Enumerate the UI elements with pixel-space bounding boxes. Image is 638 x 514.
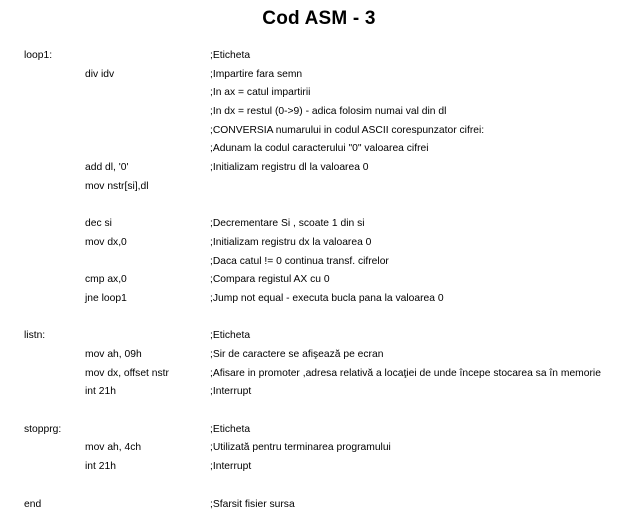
code-instruction: mov dx, offset nstr: [85, 365, 169, 384]
code-line: [24, 477, 638, 496]
code-comment: ;Utilizată pentru terminarea programului: [210, 439, 391, 458]
code-label: loop1:: [24, 47, 52, 66]
code-listing: [24, 47, 638, 514]
code-label: end: [24, 496, 41, 514]
code-instruction: int 21h: [85, 458, 116, 477]
code-instruction: mov nstr[si],dl: [85, 178, 149, 197]
code-comment: ;Sir de caractere se afişează pe ecran: [210, 346, 383, 365]
code-instruction: cmp ax,0: [85, 271, 127, 290]
code-comment: ;Interrupt: [210, 383, 251, 402]
code-comment: ;Interrupt: [210, 458, 251, 477]
code-instruction: mov ah, 4ch: [85, 439, 141, 458]
code-line: [24, 122, 638, 141]
code-comment: ;Eticheta: [210, 47, 250, 66]
code-comment: ;Eticheta: [210, 327, 250, 346]
code-line: [24, 66, 638, 85]
code-line: [24, 47, 638, 66]
code-line: [24, 439, 638, 458]
code-comment: ;In dx = restul (0->9) - adica folosim numai val din dl: [210, 103, 446, 122]
code-instruction: mov dx,0: [85, 234, 127, 253]
code-line: [24, 309, 638, 328]
code-line: [24, 327, 638, 346]
code-line: [24, 234, 638, 253]
code-comment: ;Decrementare Si , scoate 1 din si: [210, 215, 365, 234]
code-comment: ;Jump not equal - executa bucla pana la valoarea 0: [210, 290, 444, 309]
code-line: [24, 253, 638, 272]
code-line: [24, 159, 638, 178]
code-line: [24, 103, 638, 122]
code-comment: ;CONVERSIA numarului in codul ASCII corespunzator cifrei:: [210, 122, 484, 141]
code-line: [24, 84, 638, 103]
code-line: [24, 346, 638, 365]
code-line: [24, 290, 638, 309]
code-instruction: dec si: [85, 215, 112, 234]
code-comment: ;Adunam la codul caracterului "0" valoarea cifrei: [210, 140, 429, 159]
code-line: [24, 140, 638, 159]
code-instruction: jne loop1: [85, 290, 127, 309]
code-line: [24, 383, 638, 402]
code-label: stopprg:: [24, 421, 61, 440]
code-instruction: mov ah, 09h: [85, 346, 142, 365]
code-comment: ;Initializam registru dx la valoarea 0: [210, 234, 371, 253]
code-comment: ;Afisare in promoter ,adresa relativă a locaţiei de unde începe stocarea sa în memorie: [210, 365, 601, 384]
code-instruction: add dl, '0': [85, 159, 128, 178]
code-comment: ;Impartire fara semn: [210, 66, 302, 85]
code-line: [24, 271, 638, 290]
code-comment: ;Initializam registru dl la valoarea 0: [210, 159, 369, 178]
code-instruction: div idv: [85, 66, 114, 85]
code-comment: ;Eticheta: [210, 421, 250, 440]
code-comment: ;Sfarsit fisier sursa: [210, 496, 295, 514]
code-comment: ;Compara registul AX cu 0: [210, 271, 330, 290]
code-line: [24, 496, 638, 514]
code-line: [24, 458, 638, 477]
code-line: [24, 178, 638, 197]
code-instruction: int 21h: [85, 383, 116, 402]
page-title: Cod ASM - 3: [0, 8, 638, 30]
code-line: [24, 365, 638, 384]
code-line: [24, 215, 638, 234]
code-line: [24, 402, 638, 421]
code-label: listn:: [24, 327, 45, 346]
code-line: [24, 421, 638, 440]
code-line: [24, 197, 638, 216]
code-comment: ;In ax = catul impartirii: [210, 84, 310, 103]
code-comment: ;Daca catul != 0 continua transf. cifrelor: [210, 253, 389, 272]
